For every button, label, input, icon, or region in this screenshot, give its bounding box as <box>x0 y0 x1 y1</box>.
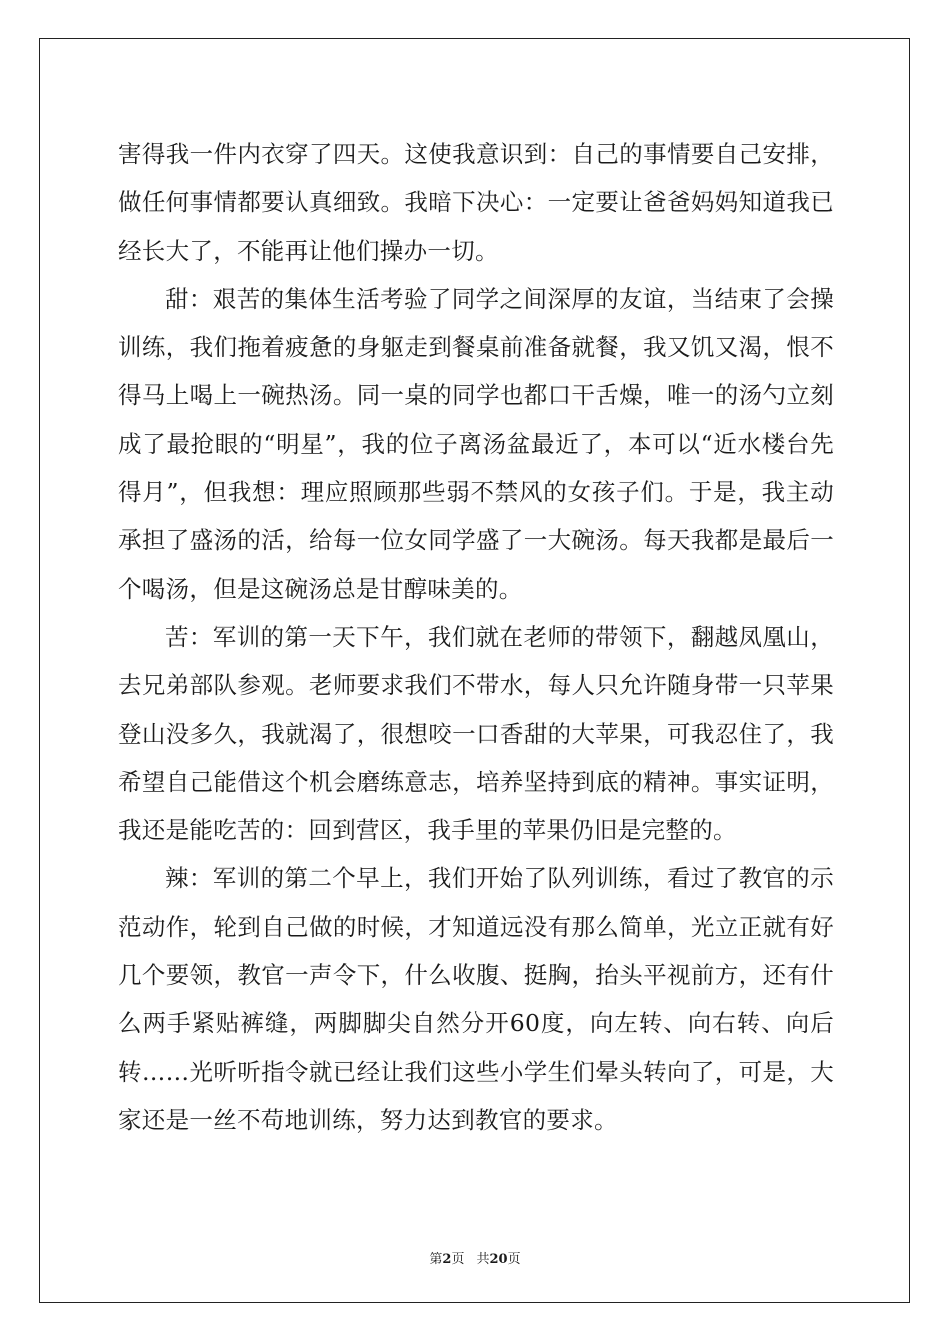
paragraph-bitter: 苦：军训的第一天下午，我们就在老师的带领下，翻越凤凰山，去兄弟部队参观。老师要求我们不带水，每人只允许随身带一只苹果登山没多久，我就渴了，很想咬一口香甜的大苹果，可我忍住了，我希望自己能借这个机会磨练意志，培养坚持到底的精神。事实证明，我还是能吃苦的：回到营区，我手里的苹果仍旧是完整的。 <box>118 622 834 845</box>
paragraph-spicy: 辣：军训的第二个早上，我们开始了队列训练，看过了教官的示范动作，轮到自己做的时候，才知道远没有那么简单，光立正就有好几个要领，教官一声令下，什么收腹、挺胸，抬头平视前方，还有什么两手紧贴裤缝，两脚脚尖自然分开60度，向左转、向右转、向后转……光听听指令就已经让我们这些小学生们晕头转向了，可是，大家还是一丝不苟地训练，努力达到教官的要求。 <box>118 864 834 1134</box>
total-prefix: 共 <box>476 1252 490 1267</box>
page-footer <box>0 1248 950 1267</box>
total-page-number: 20 <box>489 1252 508 1267</box>
total-pages <box>476 1252 520 1267</box>
document-body <box>118 130 834 1144</box>
page-unit: 页 <box>451 1252 465 1267</box>
page-number <box>429 1252 464 1267</box>
paragraph-continuation: 害得我一件内衣穿了四天。这使我意识到：自己的事情要自己安排，做任何事情都要认真细致。我暗下决心：一定要让爸爸妈妈知道我已经长大了，不能再让他们操办一切。 <box>118 140 834 265</box>
page-prefix: 第 <box>429 1252 443 1267</box>
total-unit: 页 <box>507 1252 521 1267</box>
paragraph-sweet: 甜：艰苦的集体生活考验了同学之间深厚的友谊，当结束了会操训练，我们拖着疲惫的身躯走到餐桌前准备就餐，我又饥又渴，恨不得马上喝上一碗热汤。同一桌的同学也都口干舌燥，唯一的汤勺立刻成了最抢眼的“明星”，我的位子离汤盆最近了，本可以“近水楼台先得月”，但我想：理应照顾那些弱不禁风的女孩子们。于是，我主动承担了盛汤的活，给每一位女同学盛了一大碗汤。每天我都是最后一个喝汤，但是这碗汤总是甘醇味美的。 <box>118 284 834 603</box>
current-page-number: 2 <box>442 1252 452 1267</box>
